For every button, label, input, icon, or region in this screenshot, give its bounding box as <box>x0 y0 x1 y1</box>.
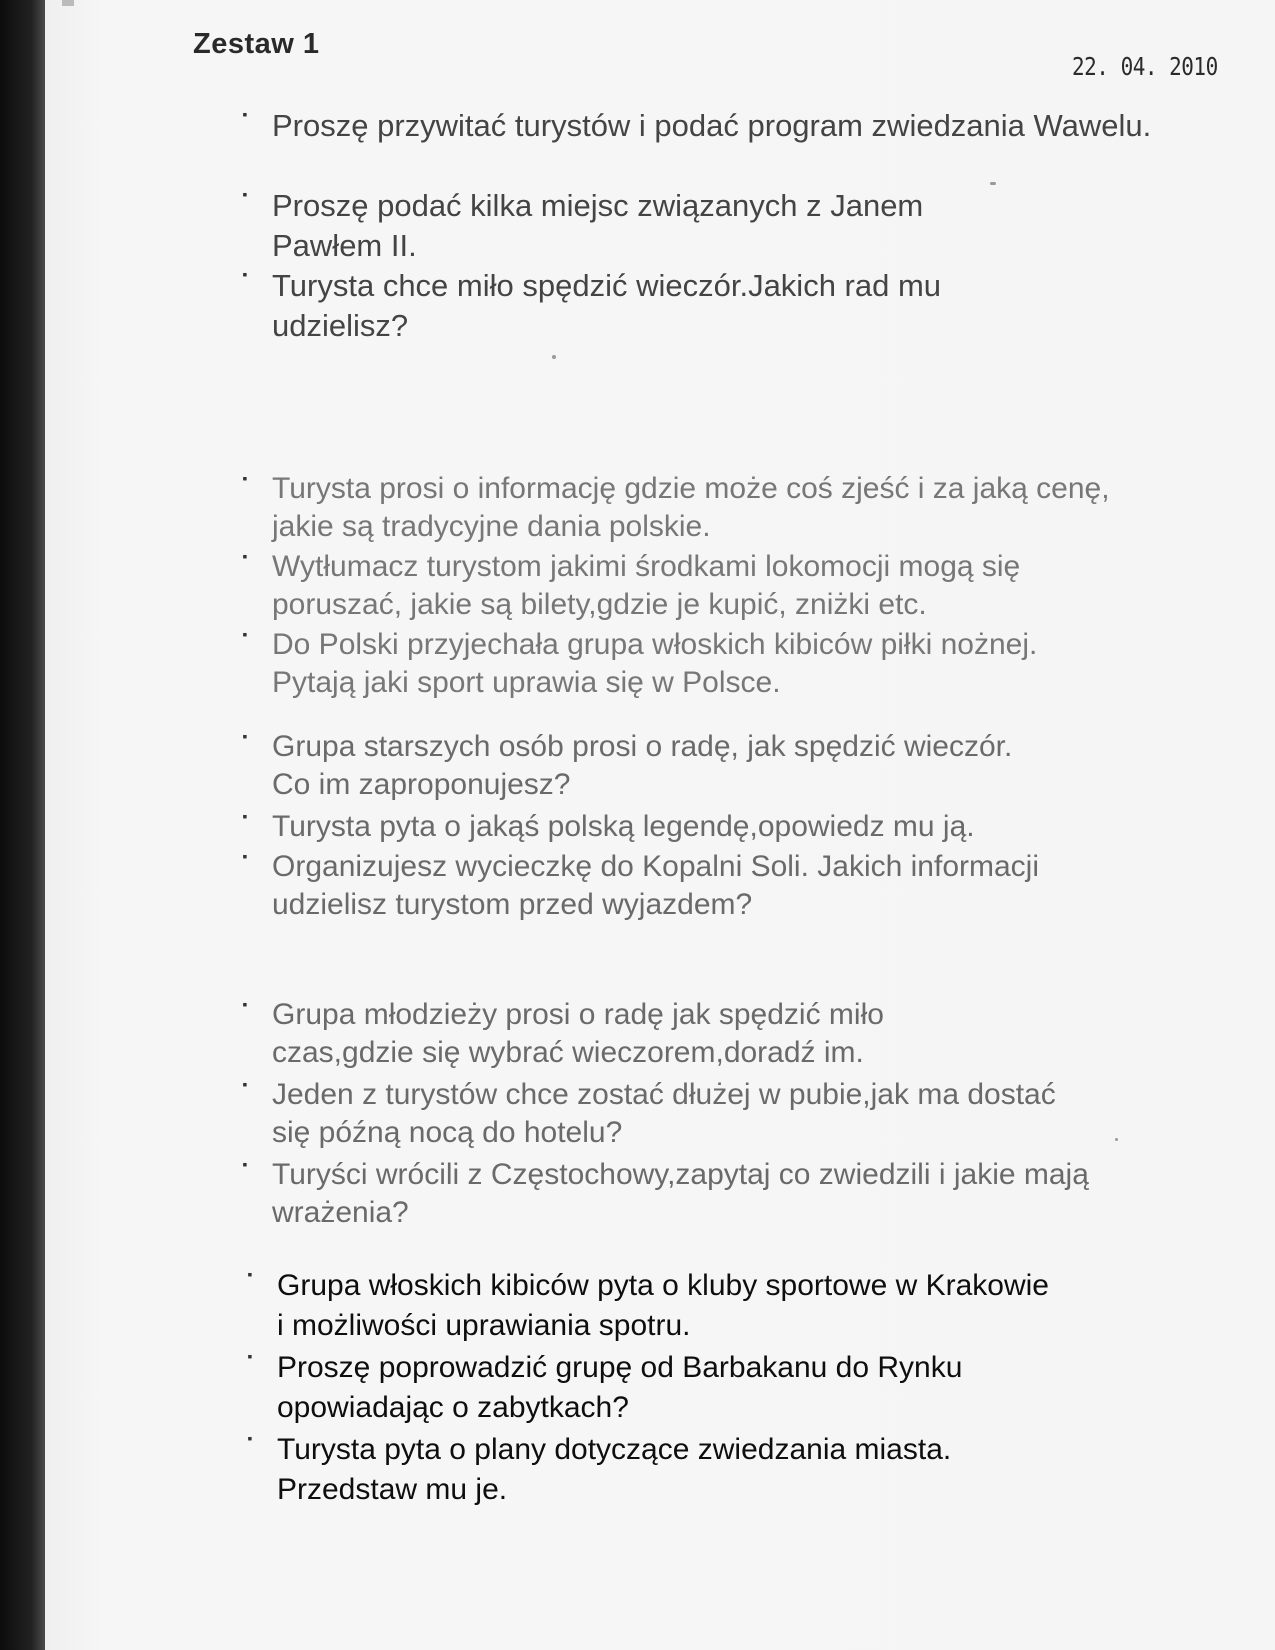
bullet-icon: ▪ <box>242 626 248 642</box>
task-text: Turysta chce miło spędzić wieczór.Jakich rad mu udzielisz? <box>272 268 942 343</box>
bullet-icon: ▪ <box>242 266 248 282</box>
bullet-icon: ▪ <box>242 728 248 744</box>
task-item <box>242 266 1072 346</box>
task-text: Proszę przywitać turystów i podać program zwiedzania Wawelu. <box>272 108 1152 143</box>
document-title: Zestaw 1 <box>193 28 320 60</box>
task-text: Turysta prosi o informację gdzie może coś zjeść i za jaką cenę, jakie są tradycyjne dania polskie. <box>272 472 1110 543</box>
document-date: 22. 04. 2010 <box>1072 52 1218 81</box>
task-item <box>242 1156 1092 1232</box>
task-item <box>242 106 1152 146</box>
bullet-icon: ▪ <box>242 106 248 122</box>
bullet-icon: ▪ <box>242 848 248 864</box>
task-item <box>247 1430 1097 1510</box>
bullet-icon: ▪ <box>247 1266 253 1282</box>
bullet-icon: ▪ <box>242 808 248 824</box>
task-text: Turysta pyta o jakąś polską legendę,opowiedz mu ją. <box>272 810 975 843</box>
task-text: Grupa starszych osób prosi o radę, jak spędzić wieczór. Co im zaproponujesz? <box>272 730 1013 801</box>
scan-speck <box>990 182 996 185</box>
task-item <box>242 728 1032 804</box>
task-text: Turysta pyta o plany dotyczące zwiedzania miasta. Przedstaw mu je. <box>277 1433 952 1506</box>
task-item <box>247 1348 1117 1428</box>
task-item <box>242 186 1032 266</box>
bullet-icon: ▪ <box>242 996 248 1012</box>
scan-speck <box>552 355 556 359</box>
bullet-icon: ▪ <box>247 1430 253 1446</box>
task-text: Proszę poprowadzić grupę od Barbakanu do Rynku opowiadając o zabytkach? <box>277 1351 963 1424</box>
bullet-icon: ▪ <box>247 1348 253 1364</box>
task-item <box>242 996 1012 1072</box>
task-item <box>242 470 1112 546</box>
task-item <box>242 808 1172 846</box>
task-item <box>242 1076 1092 1152</box>
task-text: Turyści wrócili z Częstochowy,zapytaj co zwiedzili i jakie mają wrażenia? <box>272 1158 1089 1229</box>
task-text: Jeden z turystów chce zostać dłużej w pubie,jak ma dostać się późną nocą do hotelu? <box>272 1078 1056 1149</box>
task-text: Grupa włoskich kibiców pyta o kluby sportowe w Krakowie i możliwości uprawiania spotru. <box>277 1269 1049 1342</box>
bullet-icon: ▪ <box>242 548 248 564</box>
task-text: Wytłumacz turystom jakimi środkami lokomocji mogą się poruszać, jakie są bilety,gdzie je kupić, zniżki etc. <box>272 550 1021 621</box>
scan-speck <box>1115 1138 1118 1141</box>
task-item <box>242 548 1122 624</box>
task-text: Proszę podać kilka miejsc związanych z Janem Pawłem II. <box>272 188 924 263</box>
bullet-icon: ▪ <box>242 1076 248 1092</box>
bullet-icon: ▪ <box>242 186 248 202</box>
task-text: Organizujesz wycieczkę do Kopalni Soli. Jakich informacji udzielisz turystom przed wyjazdem? <box>272 850 1039 921</box>
bullet-icon: ▪ <box>242 1156 248 1172</box>
task-item <box>242 626 1092 702</box>
task-item <box>247 1266 1057 1346</box>
task-item <box>242 848 1052 924</box>
task-text: Do Polski przyjechała grupa włoskich kibiców piłki nożnej. Pytają jaki sport uprawia się w Polsce. <box>272 628 1038 699</box>
task-text: Grupa młodzieży prosi o radę jak spędzić miło czas,gdzie się wybrać wieczorem,doradź im. <box>272 998 884 1069</box>
bullet-icon: ▪ <box>242 470 248 486</box>
